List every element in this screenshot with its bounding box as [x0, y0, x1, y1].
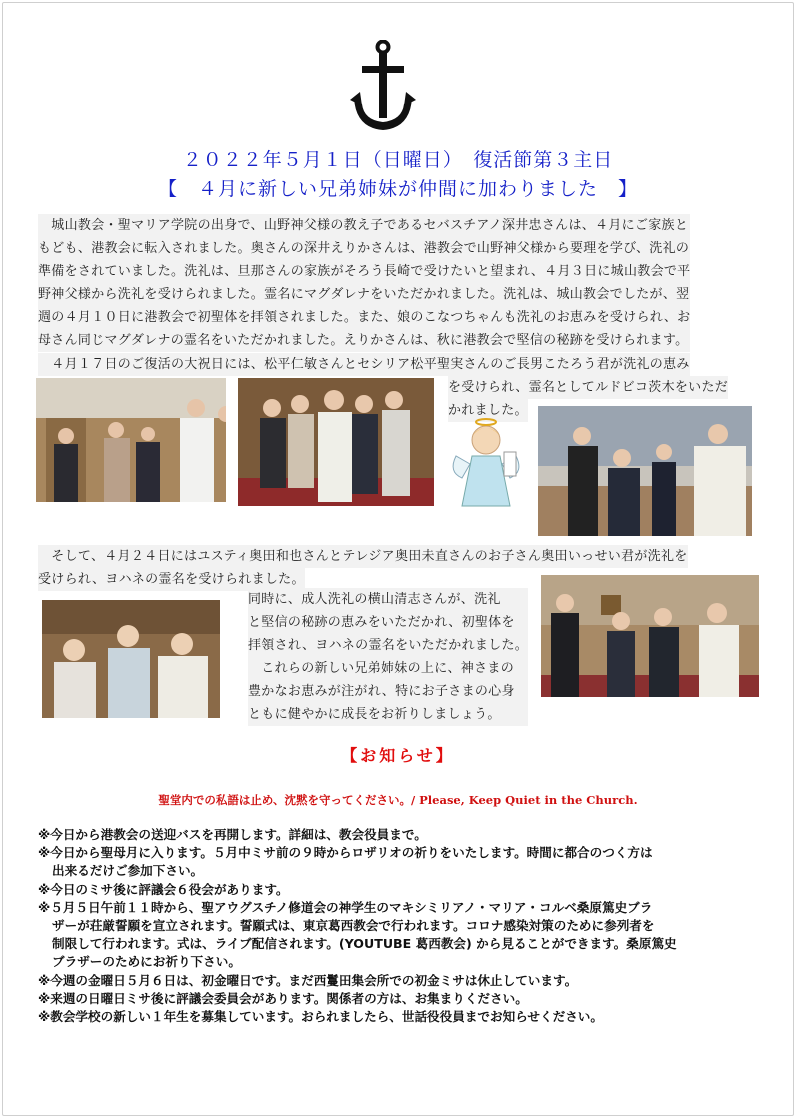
intro-line: 準備をされていました。洗礼は、旦那さんの家族がそろう長崎で受けたいと望まれ、４月３日に城山教会で平 — [38, 260, 690, 283]
baptism-photo-1 — [36, 378, 226, 502]
intro-line: 城山教会・聖マリア学院の出身で、山野神父様の教え子であるセバスチアノ深井忠さんは、４月にご家族と — [38, 214, 690, 237]
sub-line: 同時に、成人洗礼の横山清志さんが、洗礼 — [248, 588, 528, 611]
notice-list — [38, 826, 778, 1026]
page-title: ２０２２年５月１日（日曜日） 復活節第３主日 — [182, 149, 614, 171]
notice-item: ※５月５日午前１１時から、聖アウグスチノ修道会の神学生のマキシミリアノ・マリア・コルベ桑原篤史ブラ — [38, 899, 653, 915]
intro-line: 母さん同じマグダレナの霊名をいただかれました。えりかさんは、秋に港教会で堅信の秘跡を受けられます。 — [38, 329, 690, 352]
anchor-icon — [350, 40, 416, 134]
notice-item: 出来るだけご参加下さい。 — [52, 863, 204, 879]
sub-line: と堅信の秘跡の恵みをいただかれ、初聖体を — [248, 611, 528, 634]
group-photo-easter — [238, 378, 434, 506]
notice-item: ※今日のミサ後に評議会６役会があります。 — [38, 881, 289, 897]
baptism-photo-2 — [538, 406, 752, 536]
easter-line: ４月１７日のご復活の大祝日には、松平仁敏さんとセシリア松平聖実さんのご長男こたろう君が洗礼の恵み — [38, 353, 690, 376]
intro-line: 野神父様から洗礼を受けられました。霊名にマグダレナをいただかれました。洗礼は、城山教会でしたが、翌 — [38, 283, 690, 306]
family-baptism-photo — [541, 575, 759, 697]
angel-illustration — [448, 416, 524, 510]
notice-heading: 【お知らせ】 — [341, 746, 455, 765]
adult-baptism-text — [248, 588, 528, 726]
april24-line: 受けられ、ヨハネの霊名を受けられました。 — [38, 568, 305, 591]
easter-line: を受けられ、霊名としてルドビコ茨木をいただ — [448, 376, 728, 399]
quiet-request: 聖堂内での私語は止め、沈黙を守ってください。/ Please, Keep Quiet in the Church. — [158, 793, 638, 807]
notice-item: ※来週の日曜日ミサ後に評議会委員会があります。関係者の方は、お集まりください。 — [38, 990, 528, 1006]
easter-paragraph — [38, 353, 690, 376]
notice-item: 制限して行われます。式は、ライブ配信されます。(YOUTUBE 葛西教会) から見ることができます。桑原篤史 — [52, 936, 677, 952]
sub-line: ともに健やかに成長をお祈りしましょう。 — [248, 703, 528, 726]
notice-item: ※教会学校の新しい１年生を募集しています。おられましたら、世話役役員までお知らせください。 — [38, 1009, 603, 1025]
sub-line: 拝領され、ヨハネの霊名をいただかれました。 — [248, 634, 528, 657]
notice-item: ブラザーのためにお祈り下さい。 — [52, 954, 241, 970]
notice-item: ※今日から聖母月に入ります。５月中ミサ前の９時からロザリオの祈りをいたします。時間に都合のつく方は — [38, 845, 653, 861]
intro-line: もども、港教会に転入されました。奥さんの深井えりかさんは、港教会で山野神父様から要理を学び、洗礼の — [38, 237, 690, 260]
adult-baptism-photo — [42, 600, 220, 718]
notice-item: ※今日から港教会の送迎バスを再開します。詳細は、教会役員まで。 — [38, 827, 427, 842]
intro-paragraph — [38, 214, 690, 352]
notice-item: ※今週の金曜日５月６日は、初金曜日です。まだ西鬘田集会所での初金ミサは休止しています。 — [38, 972, 578, 988]
april24-line: そして、４月２４日にはユスティ奥田和也さんとテレジア奥田未直さんのお子さん奥田いっせい君が洗礼を — [38, 545, 688, 568]
page-subtitle: 【 ４月に新しい兄弟姉妹が仲間に加わりました 】 — [157, 178, 638, 200]
sub-line: 豊かなお恵みが注がれ、特にお子さまの心身 — [248, 680, 528, 703]
notice-item: ザーが荘厳誓願を宣立されます。誓願式は、東京葛西教会で行われます。コロナ感染対策のために参列者を — [52, 918, 655, 934]
easter-line: かれました。 — [448, 399, 528, 422]
sub-line: これらの新しい兄弟姉妹の上に、神さまの — [248, 657, 528, 680]
intro-line: 週の４月１０日に港教会で初聖体を拝領されました。また、娘のこなつちゃんも洗礼のお恵みを受けられ、お — [38, 306, 690, 329]
